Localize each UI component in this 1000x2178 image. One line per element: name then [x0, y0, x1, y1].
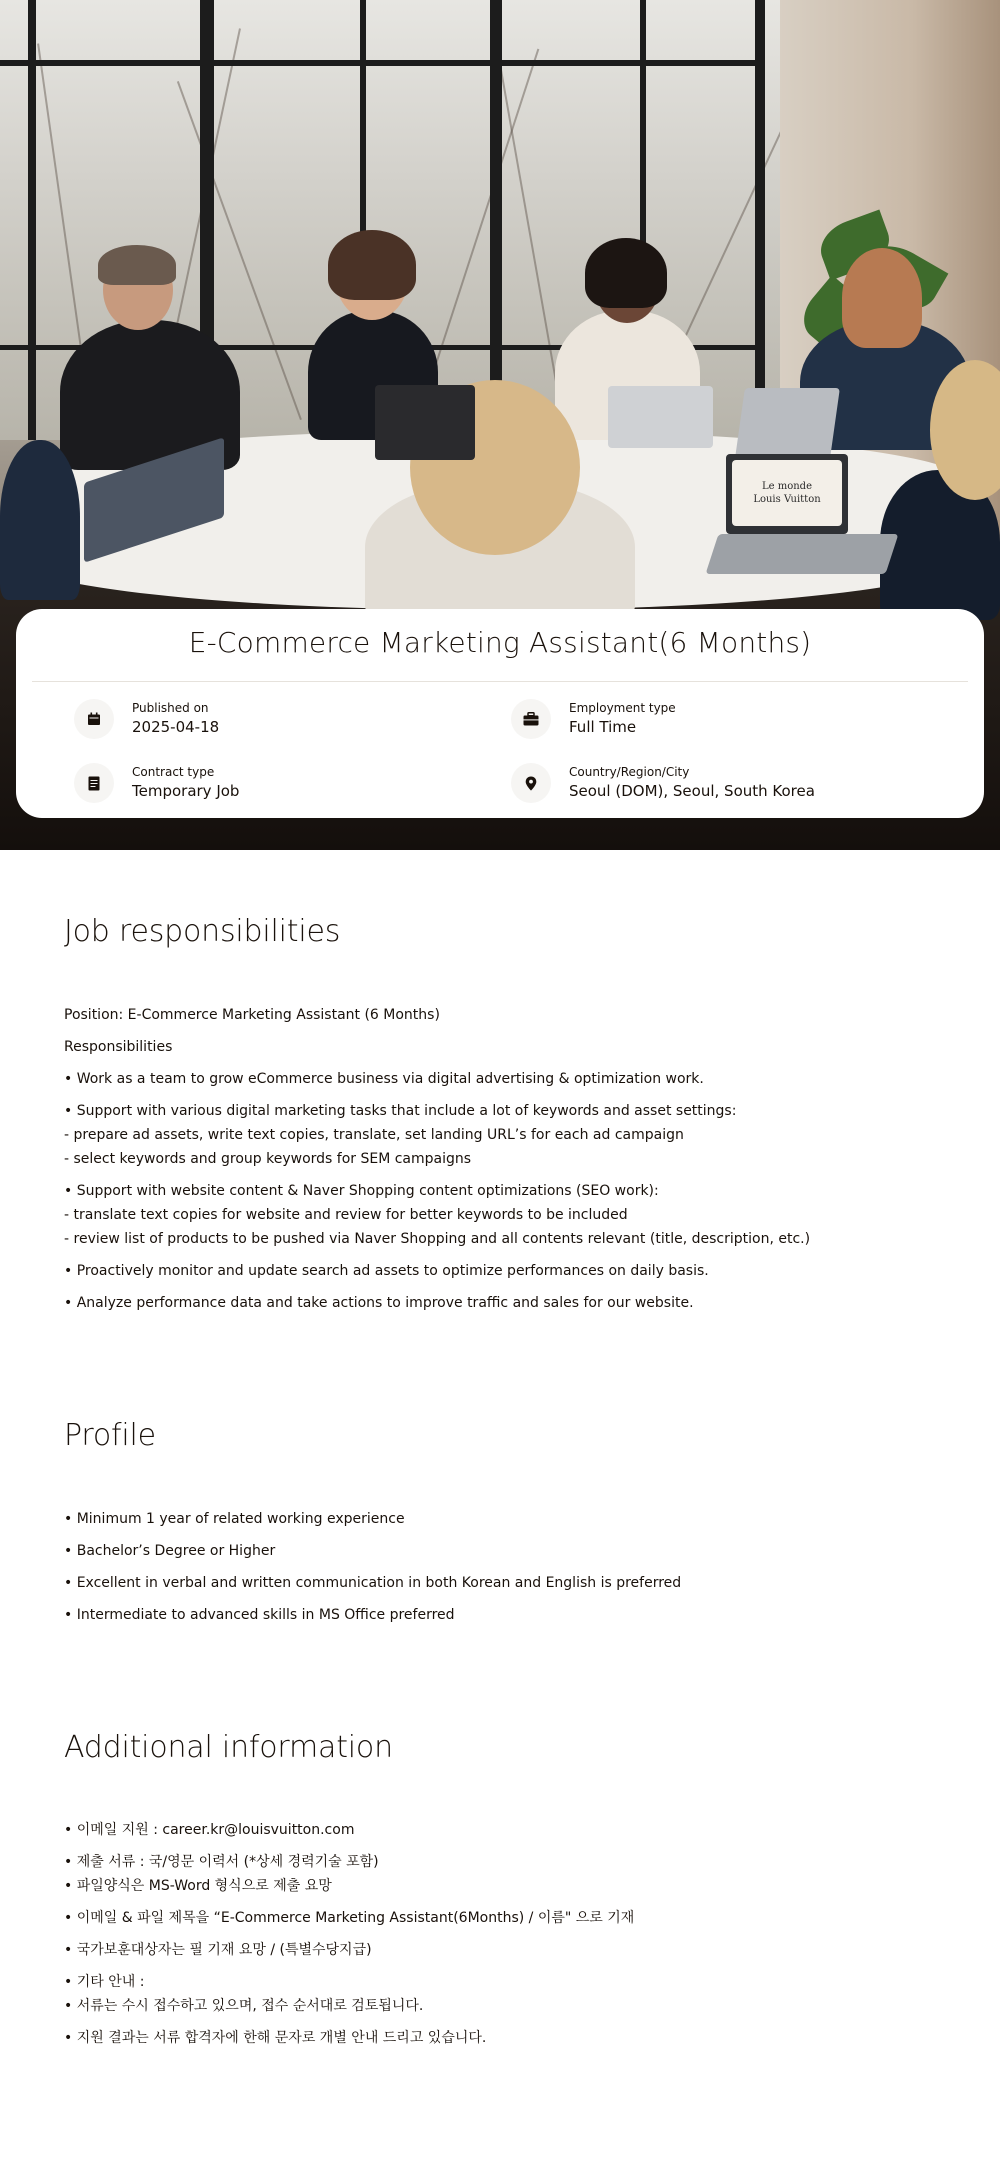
- list-item: • 제출 서류 : 국/영문 이력서 (*상세 경력기술 포함): [64, 1854, 379, 1870]
- contract-value: Temporary Job: [132, 782, 240, 800]
- list-item: • Intermediate to advanced skills in MS Office preferred: [64, 1607, 455, 1623]
- list-item: • Analyze performance data and take actions to improve traffic and sales for our website.: [64, 1295, 694, 1311]
- location-value: Seoul (DOM), Seoul, South Korea: [569, 782, 815, 800]
- document-icon: [74, 763, 114, 803]
- additional-body: [64, 1818, 944, 2050]
- list-item: Position: E-Commerce Marketing Assistant (6 Months): [64, 1007, 440, 1023]
- calendar-icon: [74, 699, 114, 739]
- list-item: • Support with various digital marketing tasks that include a lot of keywords and asset settings:: [64, 1103, 737, 1119]
- contract-label: Contract type: [132, 765, 215, 779]
- list-item: • 국가보훈대상자는 필 기재 요망 / (특별수당지급): [64, 1942, 372, 1958]
- job-title: E-Commerce Marketing Assistant(6 Months): [188, 626, 812, 659]
- location-label: Country/Region/City: [569, 765, 690, 779]
- list-item: • 이메일 지원 : career.kr@louisvuitton.com: [64, 1822, 355, 1838]
- published-label: Published on: [132, 701, 209, 715]
- laptop-screen-text: Le monde Louis Vuitton: [753, 481, 821, 505]
- contract-type: [74, 763, 239, 803]
- responsibilities-body: [64, 1003, 944, 1315]
- briefcase-icon: [511, 699, 551, 739]
- list-item: • Excellent in verbal and written communication in both Korean and English is preferred: [64, 1575, 682, 1591]
- list-item: • 파일양식은 MS-Word 형식으로 제출 요망: [64, 1878, 332, 1894]
- list-item: - review list of products to be pushed via Naver Shopping and all contents relevant (title, description, etc.): [64, 1231, 811, 1247]
- list-item: Responsibilities: [64, 1039, 173, 1055]
- job-summary-card: [16, 609, 984, 818]
- published-value: 2025-04-18: [132, 718, 220, 736]
- employment-value: Full Time: [569, 718, 637, 736]
- location: [511, 763, 815, 803]
- employment-type: [511, 699, 676, 739]
- profile-section: [64, 1418, 944, 1453]
- additional-heading: Additional information: [64, 1730, 393, 1765]
- location-pin-icon: [511, 763, 551, 803]
- laptop-screen: [732, 460, 842, 526]
- list-item: • Proactively monitor and update search ad assets to optimize performances on daily basis.: [64, 1263, 709, 1279]
- additional-section: [64, 1730, 944, 1765]
- employment-label: Employment type: [569, 701, 676, 715]
- list-item: • 기타 안내 :: [64, 1974, 145, 1990]
- card-divider: [32, 681, 968, 682]
- list-item: • 서류는 수시 접수하고 있으며, 접수 순서대로 검토됩니다.: [64, 1998, 424, 2014]
- published-on: [74, 699, 219, 739]
- list-item: • Work as a team to grow eCommerce business via digital advertising & optimization work.: [64, 1071, 704, 1087]
- list-item: - select keywords and group keywords for SEM campaigns: [64, 1151, 472, 1167]
- responsibilities-heading: Job responsibilities: [64, 914, 341, 949]
- list-item: - prepare ad assets, write text copies, translate, set landing URL’s for each ad campaign: [64, 1127, 684, 1143]
- profile-heading: Profile: [64, 1418, 156, 1453]
- list-item: - translate text copies for website and review for better keywords to be included: [64, 1207, 628, 1223]
- list-item: • Support with website content & Naver Shopping content optimizations (SEO work):: [64, 1183, 659, 1199]
- list-item: • 지원 결과는 서류 합격자에 한해 문자로 개별 안내 드리고 있습니다.: [64, 2030, 487, 2046]
- profile-body: [64, 1507, 944, 1627]
- responsibilities-section: [64, 914, 944, 949]
- list-item: • Minimum 1 year of related working experience: [64, 1511, 405, 1527]
- list-item: • 이메일 & 파일 제목을 “E-Commerce Marketing Assistant(6Months) / 이름" 으로 기재: [64, 1910, 635, 1926]
- list-item: • Bachelor’s Degree or Higher: [64, 1543, 276, 1559]
